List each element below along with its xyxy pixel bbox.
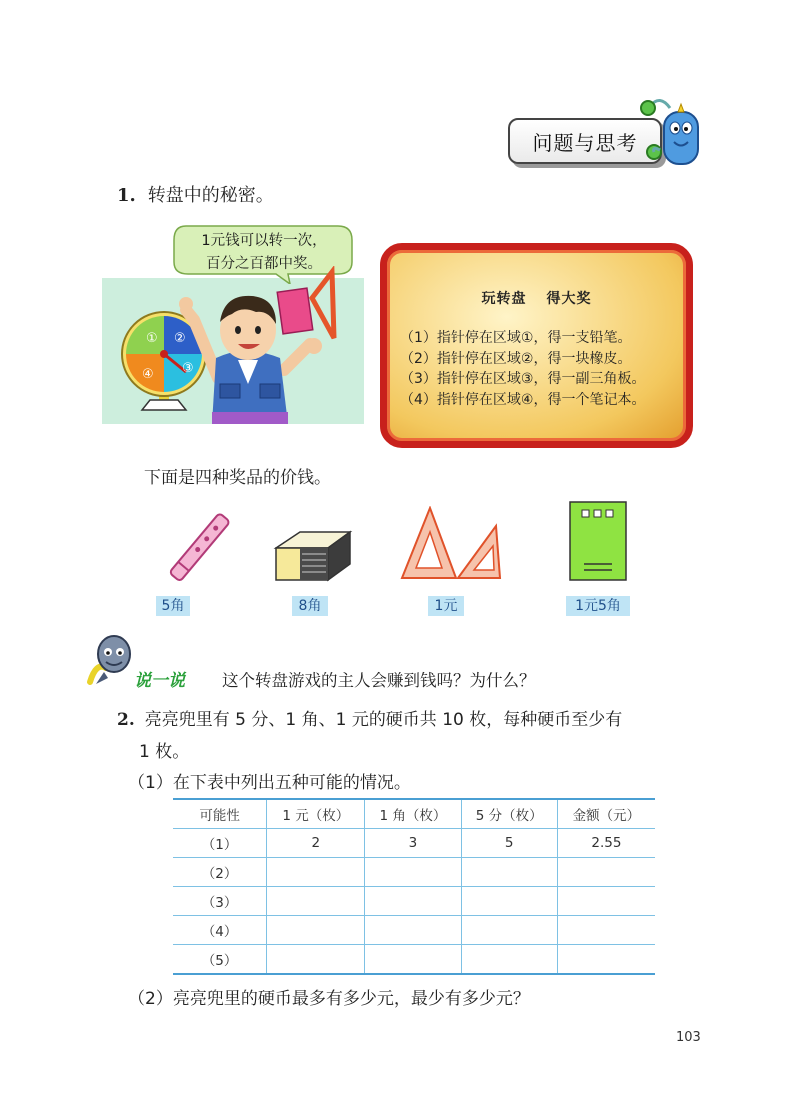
page-number: 103 (676, 1030, 701, 1045)
table-header-cell: 1 元（枚） (267, 799, 365, 829)
boy-icon (176, 266, 354, 424)
table-cell (557, 858, 655, 887)
prizes-intro: 下面是四种奖品的价钱。 (144, 468, 331, 488)
mascot-icon (630, 86, 710, 176)
eraser-icon (270, 528, 354, 586)
table-cell: （1） (173, 829, 267, 858)
table-cell (461, 916, 557, 945)
sub-question-2: （2）亮亮兜里的硬币最多有多少元，最少有多少元？ (128, 989, 530, 1009)
table-cell: 3 (365, 829, 461, 858)
question-1-title (117, 181, 274, 207)
table-header-cell: 5 分（枚） (461, 799, 557, 829)
table-cell (557, 945, 655, 975)
question-2 (117, 706, 697, 735)
question-2-line-1: 亮亮兜里有 5 分、1 角、1 元的硬币共 10 枚，每种硬币至少有 (144, 710, 623, 730)
rule-item: （2）指针停在区域②，得一块橡皮。 (400, 350, 632, 367)
table-cell (365, 945, 461, 975)
table-cell (461, 858, 557, 887)
pencil-icon (164, 506, 234, 590)
rules-board-title (380, 288, 693, 308)
table-cell (267, 916, 365, 945)
board-title-left: 玩转盘 (481, 291, 527, 307)
table-cell (267, 945, 365, 975)
section-header-text: 问题与思考 (532, 130, 638, 155)
table-cell: （2） (173, 858, 267, 887)
wheel-label-3: ③ (182, 361, 194, 376)
notebook-icon (566, 500, 630, 584)
table-cell: （5） (173, 945, 267, 975)
table-header-cell: 1 角（枚） (365, 799, 461, 829)
price-set-square: 1元 (428, 596, 464, 616)
speech-line-2: 百分之百都中奖。 (206, 256, 322, 272)
wheel-label-2: ② (174, 331, 186, 346)
table-cell (267, 858, 365, 887)
table-cell: 5 (461, 829, 557, 858)
table-cell (557, 887, 655, 916)
price-eraser: 8角 (292, 596, 328, 616)
set-square-icon (400, 506, 508, 584)
wheel-label-1: ① (146, 331, 158, 346)
table-cell: （4） (173, 916, 267, 945)
table-row (173, 916, 655, 945)
board-title-right: 得大奖 (546, 291, 592, 307)
question-1-number: 1. (117, 185, 136, 206)
rules-list (400, 328, 645, 410)
question-2-line-2: 1 枚。 (139, 742, 190, 762)
table-cell (461, 945, 557, 975)
question-2-number: 2. (117, 710, 135, 730)
price-pencil: 5角 (156, 596, 190, 616)
table-cell: （3） (173, 887, 267, 916)
table-cell: 2 (267, 829, 365, 858)
wheel-label-4: ④ (142, 367, 154, 382)
rule-item: （1）指针停在区域①，得一支铅笔。 (400, 330, 632, 346)
speech-line-1: 1元钱可以转一次， (201, 233, 327, 249)
table-cell (365, 858, 461, 887)
table-row (173, 858, 655, 887)
table-row (173, 829, 655, 858)
table-cell (365, 916, 461, 945)
table-cell (365, 887, 461, 916)
table-cell (461, 887, 557, 916)
table-header-cell: 可能性 (173, 799, 267, 829)
talk-mascot-icon (86, 632, 138, 690)
table-cell (557, 916, 655, 945)
table-row (173, 887, 655, 916)
possibility-table (173, 798, 655, 975)
question-1-text: 转盘中的秘密。 (147, 185, 274, 206)
talk-label: 说一说 (134, 671, 185, 691)
price-notebook: 1元5角 (566, 596, 630, 616)
table-cell (267, 887, 365, 916)
table-header-row (173, 799, 655, 829)
rule-item: （3）指针停在区域③，得一副三角板。 (400, 371, 646, 387)
table-row (173, 945, 655, 975)
table-header-cell: 金额（元） (557, 799, 655, 829)
sub-question-1: （1）在下表中列出五种可能的情况。 (128, 773, 411, 793)
rule-item: （4）指针停在区域④，得一个笔记本。 (400, 391, 646, 408)
talk-text: 这个转盘游戏的主人会赚到钱吗？为什么？ (222, 671, 536, 690)
table-cell: 2.55 (557, 829, 655, 858)
